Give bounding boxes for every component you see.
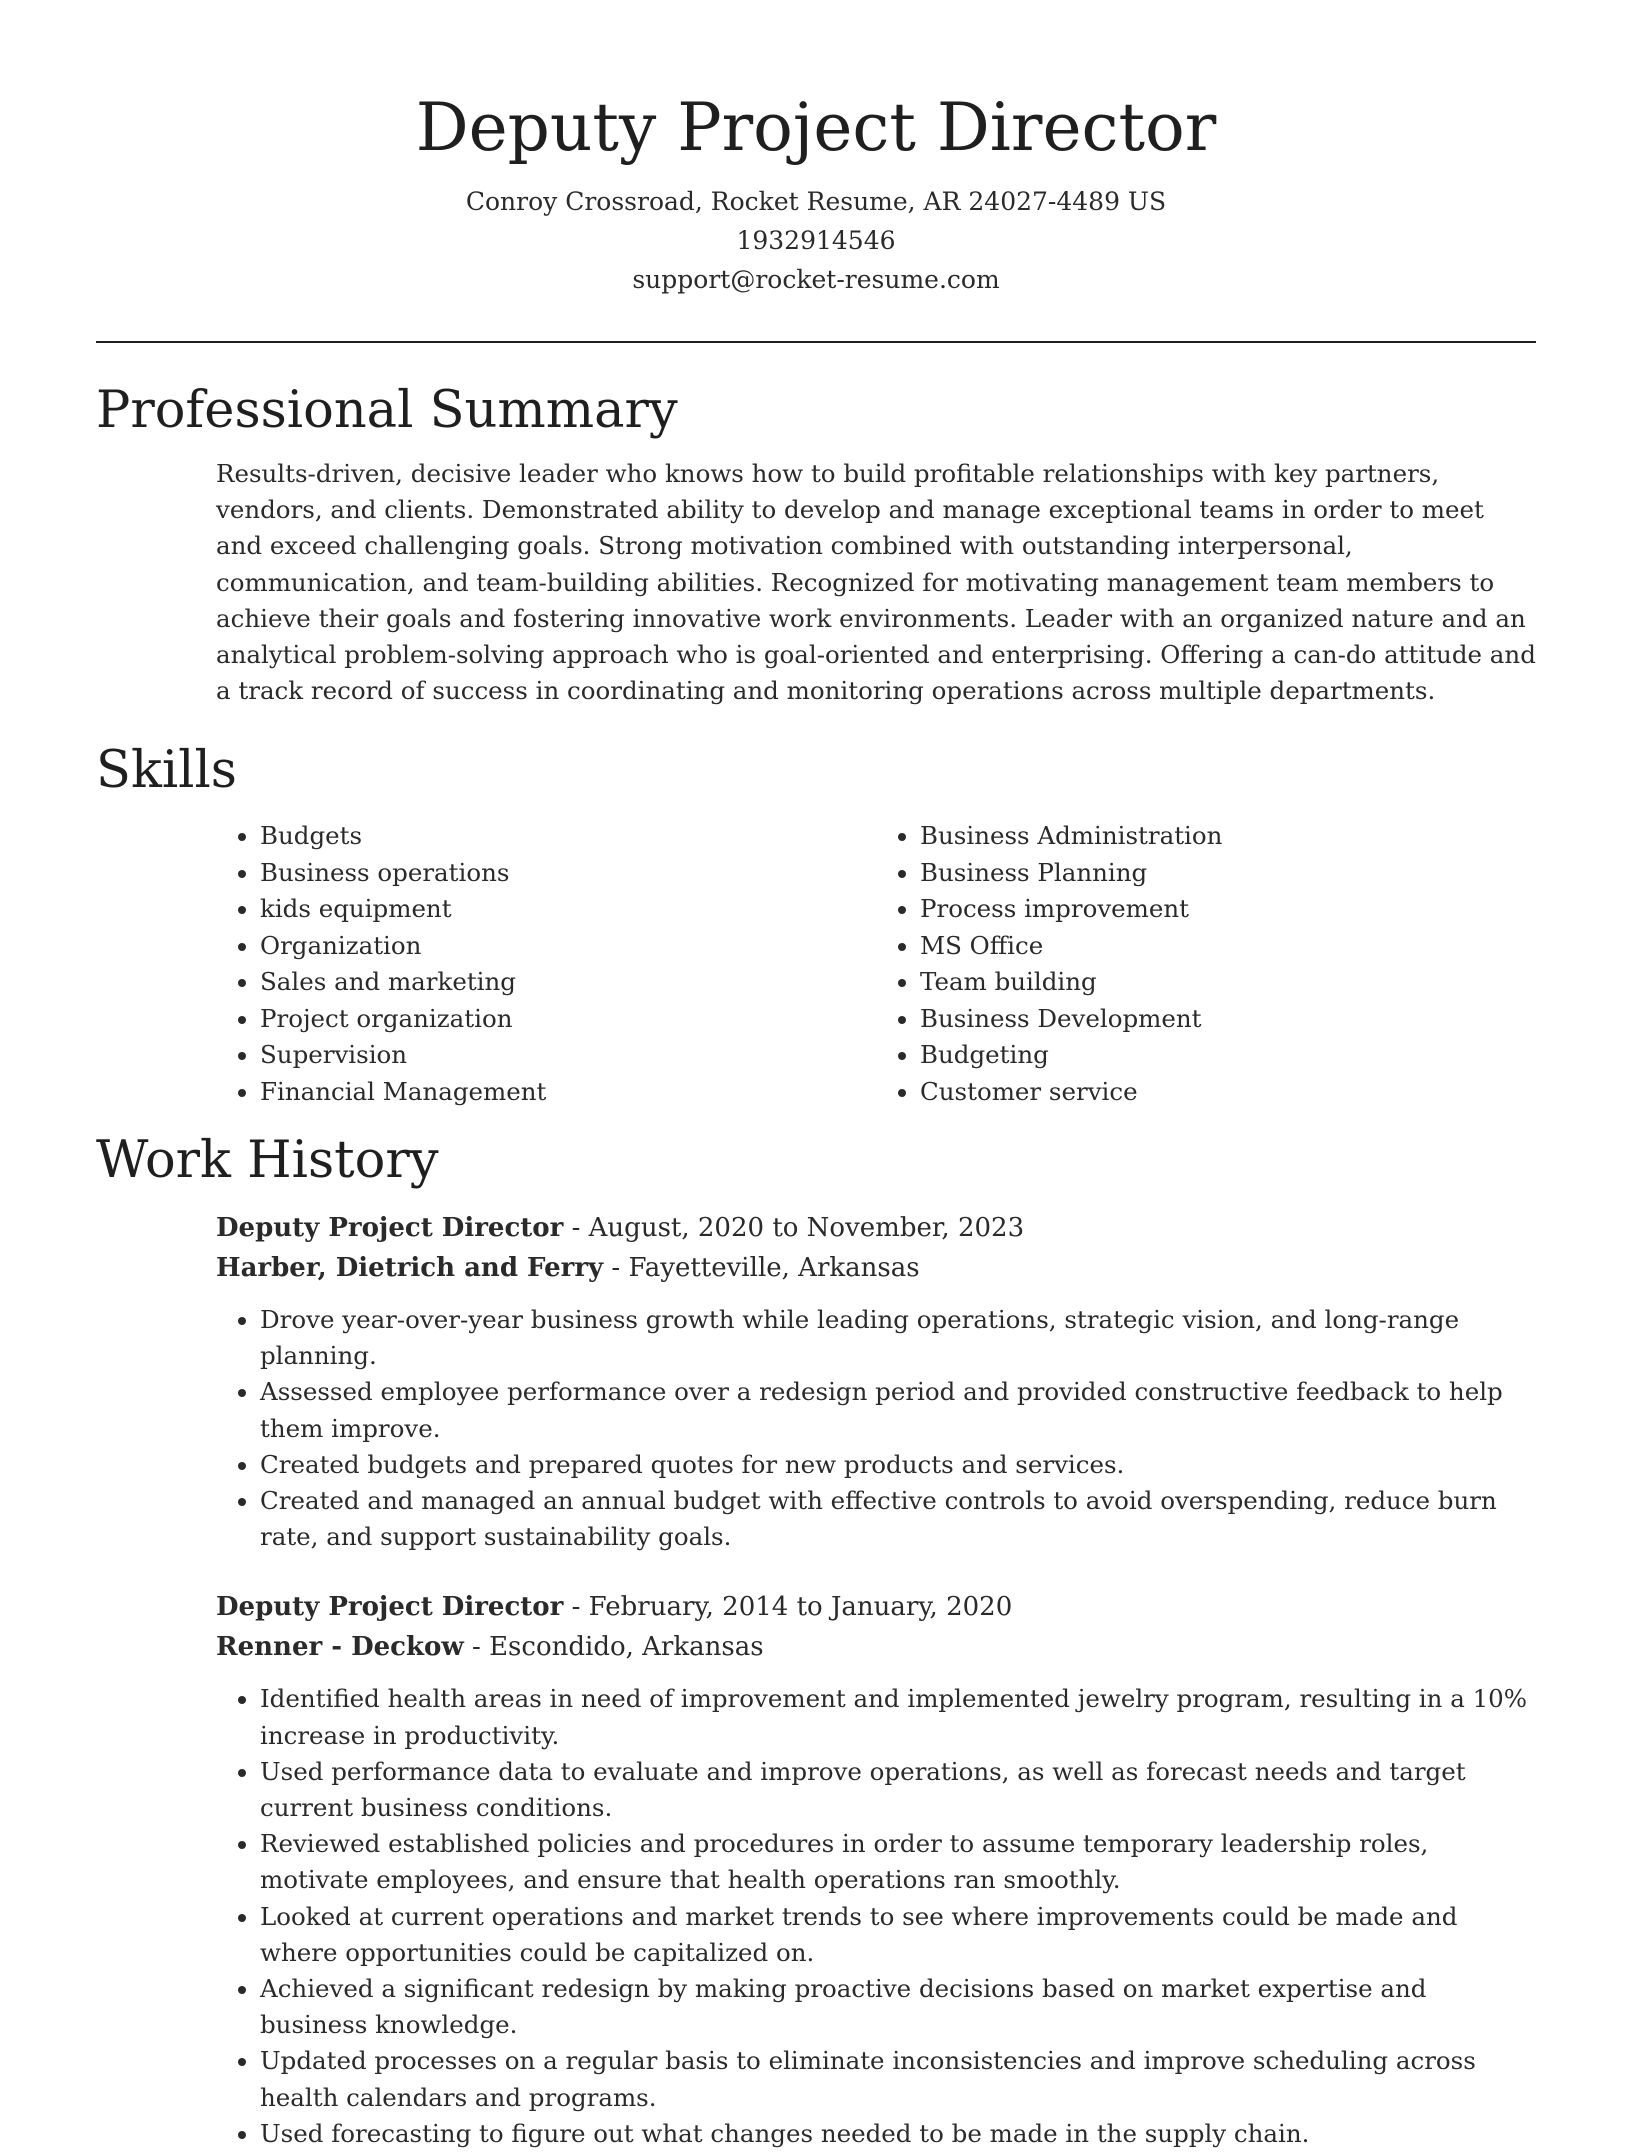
- job-bullets: [216, 1302, 1536, 1555]
- job-bullet: • Assessed employee performance over a redesign period and provided constructive feedback to help them improve.: [260, 1374, 1536, 1446]
- header-divider: [96, 341, 1536, 343]
- summary-section: [96, 378, 1536, 709]
- job-company-line: [216, 1627, 1536, 1667]
- skill-item: • Budgets: [260, 818, 876, 855]
- skill-item: • Financial Management: [260, 1074, 876, 1111]
- summary-text: Results-driven, decisive leader who knows how to build profitable relationships with key partners, vendors, and clients. Demonstrated ability to develop and manage exceptional teams in order to meet and exceed challenging goals. Strong motivation combined with outstanding interpersonal, communication, and team-building abilities. Recognized for motivating management team members to achieve their goals and fostering innovative work environments. Leader with an organized nature and an analytical problem-solving approach who is goal-oriented and enterprising. Offering a can-do attitude and a track record of success in coordinating and monitoring operations across multiple departments.: [216, 459, 1536, 706]
- job-company: Harber, Dietrich and Ferry: [216, 1253, 604, 1283]
- job-bullet: • Reviewed established policies and procedures in order to assume temporary leadership roles, motivate employees, and ensure that health operations ran smoothly.: [260, 1826, 1536, 1898]
- work-history-heading: Work History: [96, 1131, 439, 1190]
- skill-item: • Customer service: [920, 1074, 1536, 1111]
- candidate-title: Deputy Project Director: [415, 89, 1217, 166]
- skill-item: • Business Administration: [920, 818, 1536, 855]
- job-company-line: [216, 1248, 1536, 1288]
- contact-phone: 1932914546: [736, 226, 896, 255]
- separator: -: [611, 1253, 629, 1283]
- contact-block: [0, 182, 1632, 299]
- job-bullet: • Identified health areas in need of improvement and implemented jewelry program, resulting in a 10% increase in productivity.: [260, 1681, 1536, 1753]
- skill-item: • Team building: [920, 964, 1536, 1001]
- skill-item: • Sales and marketing: [260, 964, 876, 1001]
- job-title-line: [216, 1208, 1536, 1248]
- job-position: Deputy Project Director: [216, 1592, 564, 1623]
- skill-item: • Supervision: [260, 1037, 876, 1074]
- skill-item: • Business Planning: [920, 855, 1536, 892]
- separator: -: [571, 1213, 589, 1243]
- skill-item: • Project organization: [260, 1001, 876, 1038]
- summary-heading: Professional Summary: [96, 381, 678, 440]
- resume-header: [0, 0, 1632, 299]
- skills-grid: [216, 818, 1536, 1110]
- skill-item: • Process improvement: [920, 891, 1536, 928]
- job-entry: [216, 1587, 1536, 2152]
- skills-column-right: [876, 818, 1536, 1110]
- contact-address: Conroy Crossroad, Rocket Resume, AR 24027-4489 US: [465, 187, 1167, 216]
- job-bullet: • Created and managed an annual budget with effective controls to avoid overspending, reduce burn rate, and support sustainability goals.: [260, 1483, 1536, 1555]
- job-company: Renner - Deckow: [216, 1632, 464, 1663]
- job-entry: [216, 1208, 1536, 1555]
- skill-item: • Budgeting: [920, 1037, 1536, 1074]
- work-history-section: [96, 1128, 1536, 2152]
- job-dates: August, 2020 to November, 2023: [588, 1213, 1025, 1243]
- job-bullet: • Drove year-over-year business growth while leading operations, strategic vision, and long-range planning.: [260, 1302, 1536, 1374]
- skills-heading: Skills: [96, 741, 237, 800]
- job-bullet: • Looked at current operations and market trends to see where improvements could be made and where opportunities could be capitalized on.: [260, 1899, 1536, 1971]
- skill-item: • Business operations: [260, 855, 876, 892]
- job-location: Fayetteville, Arkansas: [628, 1253, 920, 1283]
- separator: -: [571, 1592, 589, 1623]
- contact-email: support@rocket-resume.com: [632, 265, 1000, 294]
- job-bullet: • Achieved a significant redesign by making proactive decisions based on market expertise and business knowledge.: [260, 1971, 1536, 2043]
- job-dates: February, 2014 to January, 2020: [588, 1592, 1013, 1623]
- skill-item: • kids equipment: [260, 891, 876, 928]
- skill-item: • MS Office: [920, 928, 1536, 965]
- skills-column-left: [216, 818, 876, 1110]
- job-bullet: • Used performance data to evaluate and improve operations, as well as forecast needs and target current business conditions.: [260, 1754, 1536, 1826]
- job-position: Deputy Project Director: [216, 1213, 564, 1243]
- job-title-line: [216, 1587, 1536, 1627]
- job-location: Escondido, Arkansas: [489, 1632, 764, 1663]
- skill-item: • Business Development: [920, 1001, 1536, 1038]
- separator: -: [472, 1632, 490, 1663]
- job-bullet: • Created budgets and prepared quotes for new products and services.: [260, 1447, 1536, 1483]
- skill-item: • Organization: [260, 928, 876, 965]
- skills-section: [96, 738, 1536, 1110]
- job-bullet: • Updated processes on a regular basis to eliminate inconsistencies and improve scheduling across health calendars and programs.: [260, 2043, 1536, 2115]
- job-bullets: [216, 1681, 1536, 2152]
- job-bullet: • Used forecasting to figure out what changes needed to be made in the supply chain.: [260, 2116, 1536, 2152]
